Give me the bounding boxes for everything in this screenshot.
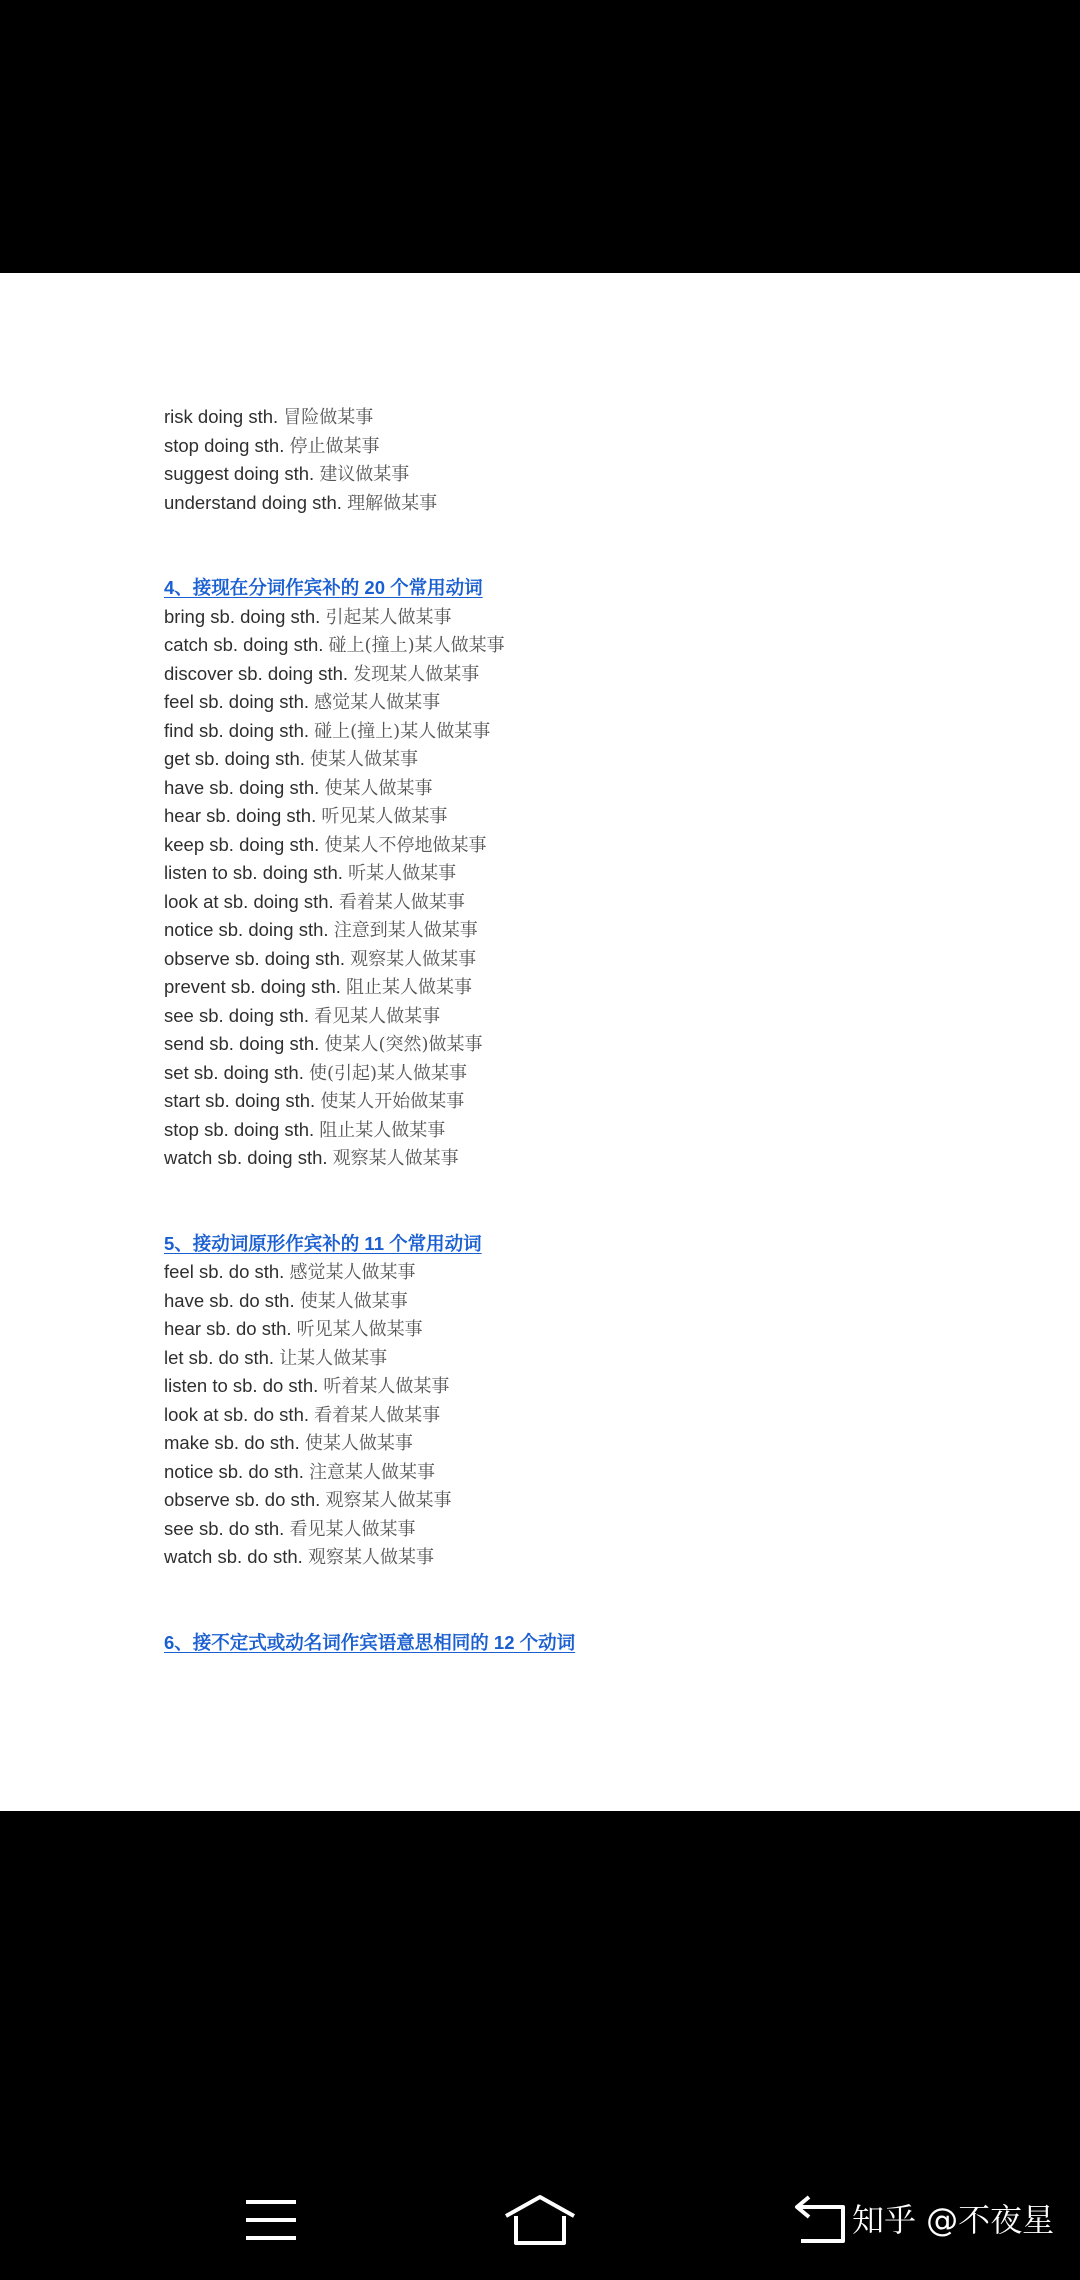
list-item — [164, 489, 1044, 518]
document-page — [0, 273, 1080, 1811]
english-phrase: listen to sb. doing sth. — [164, 862, 343, 883]
english-phrase: look at sb. do sth. — [164, 1403, 310, 1425]
english-phrase: hear sb. doing sth. — [164, 805, 317, 826]
home-button[interactable] — [495, 2180, 585, 2260]
chinese-meaning: 阻止某人做某事 — [346, 977, 473, 998]
list-item — [164, 1030, 1044, 1059]
list-item — [164, 1486, 1044, 1515]
english-phrase: risk doing sth. — [164, 406, 279, 427]
list-item — [164, 802, 1044, 831]
chinese-meaning: 使某人开始做某事 — [320, 1091, 465, 1112]
chinese-meaning: 冒险做某事 — [283, 407, 374, 428]
list-item — [164, 745, 1044, 774]
english-phrase: notice sb. do sth. — [164, 1460, 304, 1482]
list-item — [164, 1287, 1044, 1316]
list-item — [164, 1429, 1044, 1458]
chinese-meaning: 使某人做某事 — [324, 777, 433, 799]
list-item — [164, 916, 1044, 945]
english-phrase: catch sb. doing sth. — [164, 634, 324, 655]
section-3-tail — [164, 403, 1044, 517]
list-item — [164, 774, 1044, 803]
list-item — [164, 631, 1044, 660]
english-phrase: see sb. doing sth. — [164, 1004, 310, 1026]
list-item — [164, 460, 1044, 489]
chinese-meaning: 停止做某事 — [289, 435, 380, 457]
section-5-list — [164, 1258, 1044, 1572]
list-item — [164, 1543, 1044, 1572]
chinese-meaning: 感觉某人做某事 — [289, 1262, 416, 1283]
english-phrase: watch sb. doing sth. — [164, 1147, 328, 1168]
chinese-meaning: 注意到某人做某事 — [333, 920, 478, 941]
chinese-meaning: 听见某人做某事 — [296, 1319, 423, 1340]
english-phrase: suggest doing sth. — [164, 463, 315, 484]
english-phrase: notice sb. doing sth. — [164, 919, 329, 940]
list-item — [164, 1515, 1044, 1544]
chinese-meaning: 观察某人做某事 — [350, 948, 477, 970]
english-phrase: watch sb. do sth. — [164, 1546, 303, 1567]
chinese-meaning: 使某人做某事 — [310, 749, 419, 770]
chinese-meaning: 看见某人做某事 — [289, 1518, 416, 1540]
section-5-heading[interactable]: 5、接动词原形作宾补的 11 个常用动词 — [164, 1232, 482, 1254]
chinese-meaning: 看见某人做某事 — [314, 1005, 441, 1027]
chinese-meaning: 听着某人做某事 — [323, 1376, 450, 1397]
english-phrase: let sb. do sth. — [164, 1346, 275, 1368]
chinese-meaning: 观察某人做某事 — [325, 1490, 452, 1511]
list-item — [164, 403, 1044, 432]
list-item — [164, 1458, 1044, 1487]
list-item — [164, 660, 1044, 689]
chinese-meaning: 看着某人做某事 — [338, 891, 465, 913]
english-phrase: stop sb. doing sth. — [164, 1118, 315, 1140]
english-phrase: observe sb. do sth. — [164, 1489, 321, 1510]
list-item — [164, 1116, 1044, 1145]
list-item — [164, 1372, 1044, 1401]
menu-button[interactable] — [226, 2180, 316, 2260]
chinese-meaning: 观察某人做某事 — [307, 1547, 434, 1568]
english-phrase: have sb. do sth. — [164, 1289, 295, 1311]
list-item — [164, 945, 1044, 974]
section-6-heading[interactable]: 6、接不定式或动名词作宾语意思相同的 12 个动词 — [164, 1631, 576, 1653]
chinese-meaning: 看着某人做某事 — [314, 1404, 441, 1426]
list-item — [164, 717, 1044, 746]
list-item — [164, 859, 1044, 888]
english-phrase: have sb. doing sth. — [164, 776, 320, 798]
list-item — [164, 432, 1044, 461]
home-icon — [502, 2194, 578, 2246]
chinese-meaning: 让某人做某事 — [279, 1347, 388, 1369]
menu-icon — [244, 2198, 298, 2242]
list-item — [164, 888, 1044, 917]
list-item — [164, 1344, 1044, 1373]
chinese-meaning: 使某人(突然)做某事 — [324, 1034, 483, 1055]
english-phrase: start sb. doing sth. — [164, 1090, 316, 1111]
english-phrase: stop doing sth. — [164, 434, 285, 456]
chinese-meaning: 听见某人做某事 — [321, 806, 448, 827]
chinese-meaning: 建议做某事 — [319, 464, 410, 485]
chinese-meaning: 发现某人做某事 — [353, 663, 480, 685]
section-gap — [164, 1173, 1044, 1230]
chinese-meaning: 使(引起)某人做某事 — [309, 1062, 468, 1084]
list-item — [164, 1144, 1044, 1173]
english-phrase: discover sb. doing sth. — [164, 662, 349, 684]
list-item — [164, 1087, 1044, 1116]
back-icon — [791, 2195, 855, 2245]
chinese-meaning: 理解做某事 — [347, 492, 438, 514]
chinese-meaning: 使某人做某事 — [299, 1290, 408, 1312]
section-4-list — [164, 603, 1044, 1173]
section-gap — [164, 1572, 1044, 1629]
chinese-meaning: 碰上(撞上)某人做某事 — [328, 635, 505, 656]
list-item — [164, 1258, 1044, 1287]
chinese-meaning: 注意某人做某事 — [309, 1461, 436, 1483]
english-phrase: set sb. doing sth. — [164, 1061, 304, 1083]
english-phrase: send sb. doing sth. — [164, 1033, 320, 1054]
english-phrase: hear sb. do sth. — [164, 1318, 292, 1339]
english-phrase: prevent sb. doing sth. — [164, 976, 341, 997]
chinese-meaning: 听某人做某事 — [348, 863, 457, 884]
chinese-meaning: 引起某人做某事 — [325, 606, 452, 628]
english-phrase: feel sb. do sth. — [164, 1261, 285, 1282]
list-item — [164, 831, 1044, 860]
list-item — [164, 1315, 1044, 1344]
english-phrase: bring sb. doing sth. — [164, 605, 321, 627]
list-item — [164, 973, 1044, 1002]
chinese-meaning: 阻止某人做某事 — [319, 1119, 446, 1141]
english-phrase: understand doing sth. — [164, 491, 342, 513]
list-item — [164, 688, 1044, 717]
english-phrase: get sb. doing sth. — [164, 748, 305, 769]
english-phrase: make sb. do sth. — [164, 1432, 300, 1453]
chinese-meaning: 感觉某人做某事 — [314, 692, 441, 713]
english-phrase: find sb. doing sth. — [164, 719, 310, 741]
watermark: 知乎 @不夜星 — [852, 2201, 1055, 2239]
chinese-meaning: 碰上(撞上)某人做某事 — [314, 720, 491, 742]
section-4-heading[interactable]: 4、接现在分词作宾补的 20 个常用动词 — [164, 577, 483, 598]
list-item — [164, 1002, 1044, 1031]
english-phrase: keep sb. doing sth. — [164, 833, 320, 855]
english-phrase: look at sb. doing sth. — [164, 890, 334, 912]
english-phrase: feel sb. doing sth. — [164, 691, 310, 712]
english-phrase: observe sb. doing sth. — [164, 947, 345, 969]
list-item — [164, 603, 1044, 632]
english-phrase: see sb. do sth. — [164, 1517, 285, 1539]
list-item — [164, 1401, 1044, 1430]
list-item — [164, 1059, 1044, 1088]
chinese-meaning: 使某人不停地做某事 — [324, 834, 487, 856]
chinese-meaning: 使某人做某事 — [304, 1433, 413, 1454]
document-content — [164, 403, 1044, 1657]
section-gap — [164, 517, 1044, 574]
english-phrase: listen to sb. do sth. — [164, 1375, 319, 1396]
chinese-meaning: 观察某人做某事 — [332, 1148, 459, 1169]
